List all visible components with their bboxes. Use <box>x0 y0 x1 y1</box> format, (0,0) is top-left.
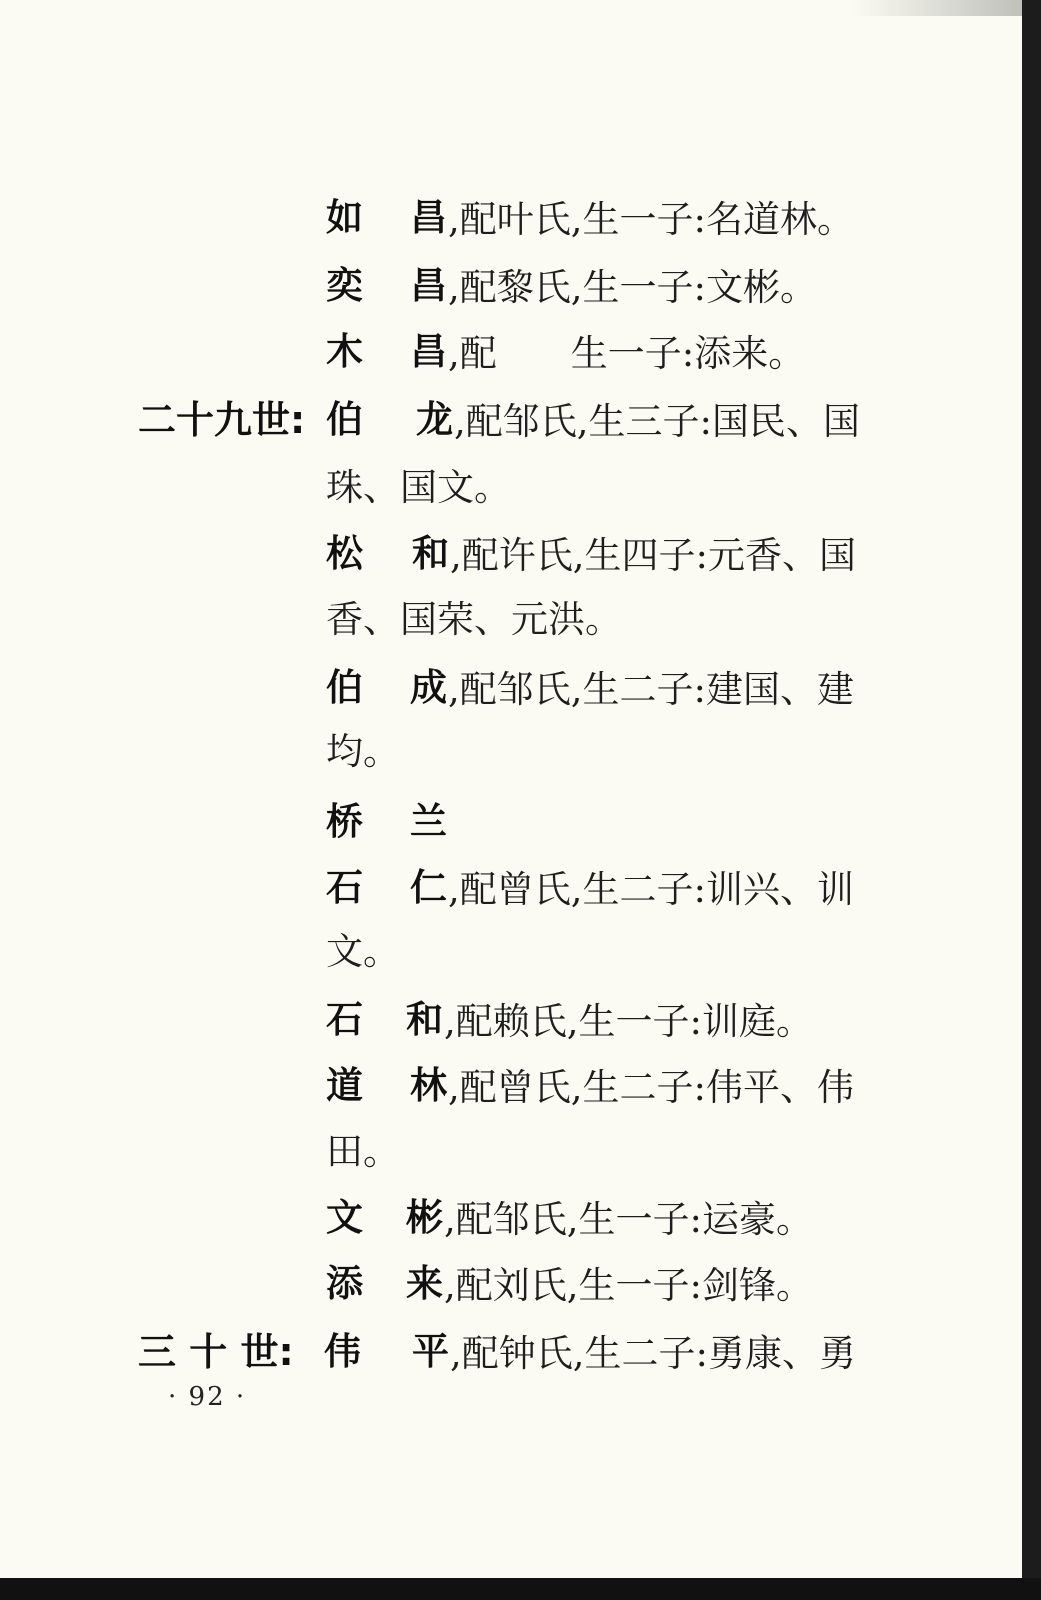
entry-text: ,配赖氏,生一子:训庭。 <box>444 1000 813 1043</box>
entry-generation-char: 龙 <box>416 398 453 441</box>
entry-text: ,配钟氏,生二子:勇康、勇 <box>450 1332 856 1375</box>
entry-given-name: 松 <box>326 532 363 575</box>
entry-given-name: 道 <box>326 1064 363 1107</box>
entry-generation-char: 仁 <box>410 866 447 909</box>
entry-generation-char: 彬 <box>406 1196 443 1239</box>
entry-text-continued: 香、国荣、元洪。 <box>326 598 622 641</box>
entry-text: ,配 生一子:添来。 <box>448 332 806 375</box>
entry-generation-char: 平 <box>412 1330 449 1373</box>
generation-label: 三 十 世: <box>138 1330 294 1374</box>
entry-text-continued: 文。 <box>326 930 400 973</box>
entry-generation-char: 和 <box>406 998 443 1041</box>
entry-given-name: 石 <box>326 866 363 909</box>
scan-bottom-border <box>0 1578 1041 1600</box>
entry-generation-char: 兰 <box>410 800 447 843</box>
entry-generation-char: 成 <box>410 666 447 709</box>
scan-edge-shadow <box>852 0 1022 16</box>
entry-text: ,配刘氏,生一子:剑锋。 <box>444 1264 813 1307</box>
entry-text: ,配曾氏,生二子:伟平、伟 <box>448 1066 854 1109</box>
entry-text: ,配黎氏,生一子:文彬。 <box>448 266 817 309</box>
entry-generation-char: 林 <box>410 1064 447 1107</box>
entry-given-name: 添 <box>326 1262 363 1305</box>
entry-given-name: 木 <box>326 330 363 373</box>
entry-given-name: 伯 <box>326 398 363 441</box>
entry-text: ,配叶氏,生一子:名道林。 <box>448 198 854 241</box>
entry-given-name: 奕 <box>326 264 363 307</box>
entry-text: ,配邹氏,生二子:建国、建 <box>448 668 854 711</box>
entry-text-continued: 均。 <box>326 730 400 773</box>
entry-text: ,配许氏,生四子:元香、国 <box>450 534 856 577</box>
scan-right-border <box>1022 0 1041 1600</box>
entry-text: ,配邹氏,生三子:国民、国 <box>454 400 860 443</box>
entry-generation-char: 昌 <box>410 330 447 373</box>
entry-given-name: 如 <box>326 196 363 239</box>
entry-text-continued: 珠、国文。 <box>326 466 511 509</box>
entry-generation-char: 和 <box>412 532 449 575</box>
page-number: · 92 · <box>168 1382 247 1412</box>
entry-generation-char: 来 <box>406 1262 443 1305</box>
entry-given-name: 桥 <box>326 800 363 843</box>
entry-text-continued: 田。 <box>326 1130 400 1173</box>
entry-given-name: 文 <box>326 1196 363 1239</box>
entry-generation-char: 昌 <box>410 196 447 239</box>
entry-generation-char: 昌 <box>410 264 447 307</box>
generation-label: 二十九世: <box>138 398 306 442</box>
entry-given-name: 石 <box>326 998 363 1041</box>
entry-text: ,配邹氏,生一子:运豪。 <box>444 1198 813 1241</box>
entry-given-name: 伟 <box>324 1330 361 1373</box>
entry-text: ,配曾氏,生二子:训兴、训 <box>448 868 854 911</box>
entry-given-name: 伯 <box>326 666 363 709</box>
